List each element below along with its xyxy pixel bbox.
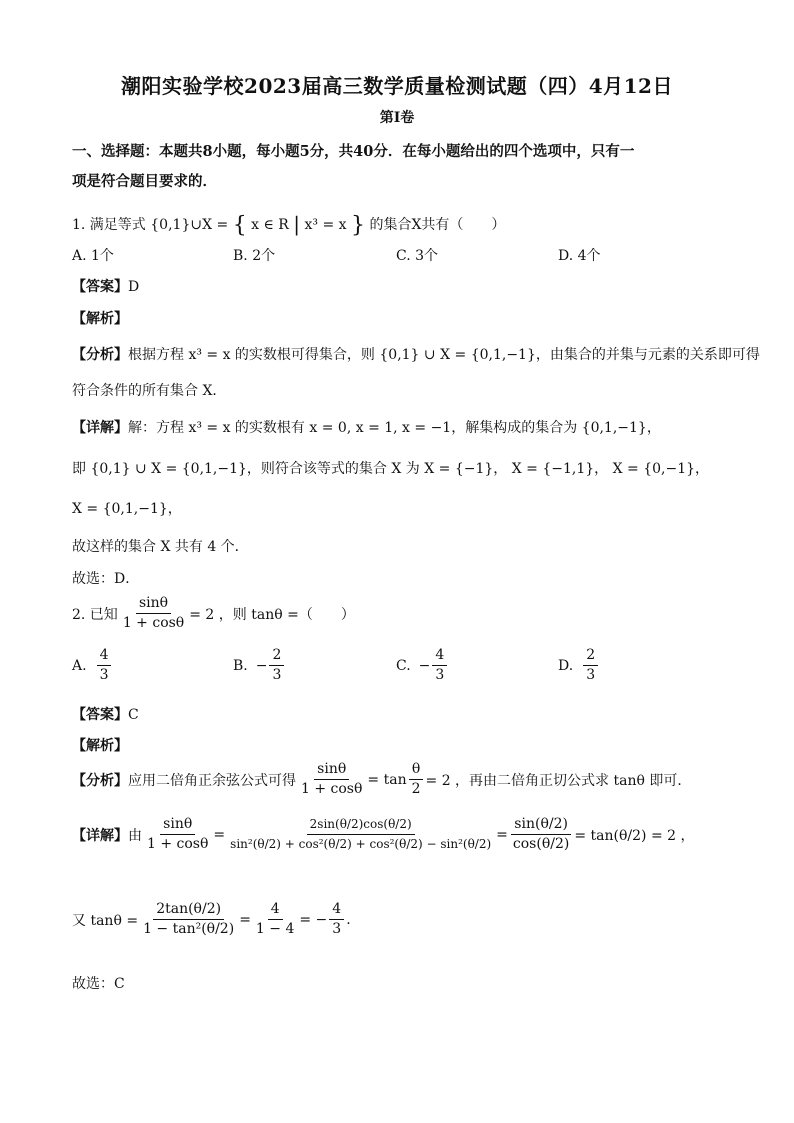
q2-option-c (396, 646, 449, 685)
q2-xiangjie-tag: 【详解】 (72, 827, 128, 844)
q2-xj-frac3 (510, 815, 572, 854)
q2-fenxi-num: sinθ (314, 760, 349, 780)
q2-fenxi-text1: 应用二倍角正余弦公式可得 (128, 772, 296, 789)
q2-choice: 故选：C (72, 976, 125, 992)
q1-answer-value: D (128, 279, 140, 295)
q2-xj-frac3-num: sin(θ/2) (511, 815, 571, 835)
q2-option-c-num: 4 (432, 646, 447, 666)
q2-xj2-frac1-num: 2tan(θ/2) (153, 900, 224, 920)
q1-xiangjie-line4: 故这样的集合 X 共有 4 个． (72, 539, 249, 555)
q2-option-b-label: B. (233, 657, 248, 674)
q1-set-bar: | (293, 212, 301, 236)
q2-answer (72, 704, 139, 724)
q2-eq: = 2 ，则 tanθ =（ ） (189, 606, 355, 623)
q1-option-c: C. 3个 (396, 248, 439, 264)
q2-option-a-fraction (97, 646, 112, 685)
q2-xj2-frac1-den: 1 − tan²(θ/2) (143, 921, 235, 937)
q1-xiangjie-tag: 【详解】 (72, 420, 128, 436)
q2-fenxi-den: 1 + cosθ (301, 781, 363, 797)
q2-xj2-frac2 (253, 900, 297, 939)
q2-option-a-label: A. (72, 657, 87, 674)
q2-option-b-num: 2 (269, 646, 284, 666)
q2-answer-tag: 【答案】 (72, 707, 128, 723)
q2-prefix: 2. 已知 (72, 606, 118, 623)
q1-option-a: A. 1个 (72, 248, 114, 264)
q2-xj2-end: . (346, 911, 351, 928)
q2-answer-value: C (128, 707, 139, 723)
q2-xj2-eq: = − (299, 911, 328, 928)
q1-set-left: {0,1}∪X = (150, 217, 229, 233)
q2-option-d-den: 3 (586, 667, 596, 683)
q2-xj-frac2 (227, 815, 494, 854)
q2-xj2-prefix: 又 tanθ = (72, 912, 139, 929)
q2-option-b (233, 646, 286, 685)
q2-option-c-den: 3 (435, 667, 445, 683)
q2-option-c-sign: − (418, 657, 431, 674)
q1-fenxi-line1 (72, 344, 760, 364)
q2-analysis-tag: 【解析】 (72, 738, 128, 754)
q2-given-fraction (120, 594, 187, 633)
q1-answer (72, 276, 139, 296)
section-heading-line2: 项是符合题目要求的． (72, 173, 217, 190)
q2-given-num: sinθ (136, 594, 171, 614)
q2-option-d-label: D. (558, 657, 574, 674)
q2-fenxi-text2: = 2 ，再由二倍角正切公式求 tanθ 即可． (425, 772, 692, 789)
q2-option-a-den: 3 (99, 667, 109, 683)
q2-fenxi-half-num: θ (409, 760, 423, 780)
q2-given-den: 1 + cosθ (122, 615, 185, 631)
q1-stem (72, 212, 505, 238)
q2-xj-frac2-num: 2sin(θ/2)cos(θ/2) (307, 815, 415, 835)
q1-analysis-tag: 【解析】 (72, 311, 128, 327)
q1-xiangjie-line1 (72, 417, 661, 437)
q2-option-a-num: 4 (97, 646, 112, 666)
q1-fenxi-line2: 符合条件的所有集合 X． (72, 383, 227, 399)
q1-fenxi-text1: 根据方程 x³ = x 的实数根可得集合，则 {0,1} ∪ X = {0,1,−1}，由集合的并集与元素的关系即可得 (128, 347, 760, 363)
q1-prefix: 1. 满足等式 (72, 217, 146, 233)
q2-xj-frac1 (144, 815, 211, 854)
q2-fenxi-half (409, 760, 424, 799)
q2-xiangjie-you: 由 (128, 827, 142, 844)
q1-xiangjie-text1: 解：方程 x³ = x 的实数根有 x = 0, x = 1, x = −1，解集构成的集合为 {0,1,−1}， (128, 420, 661, 436)
q1-set-var: x ∈ R (251, 217, 289, 233)
q2-option-c-label: C. (396, 657, 411, 674)
q2-fenxi-eq: = tan (367, 771, 407, 788)
q1-brace-open: { (232, 213, 247, 238)
q1-choice: 故选：D． (72, 571, 140, 587)
q2-option-b-fraction (269, 646, 284, 685)
q2-fenxi-half-den: 2 (411, 781, 421, 797)
q1-option-b: B. 2个 (233, 248, 276, 264)
q2-option-d-fraction (583, 646, 598, 685)
q1-option-d: D. 4个 (558, 248, 601, 264)
page-title: 潮阳实验学校2023届高三数学质量检测试题（四）4月12日 (121, 74, 673, 98)
q2-xj-tail: = tan(θ/2) = 2 ， (574, 827, 695, 844)
q1-set-cond: x³ = x (304, 217, 347, 233)
volume-label: 第Ⅰ卷 (379, 110, 415, 126)
q2-stem (72, 594, 355, 633)
q2-xj-frac1-den: 1 + cosθ (147, 836, 209, 852)
q2-option-d (558, 646, 600, 685)
q1-suffix: 的集合X共有（ ） (369, 217, 506, 233)
q2-xj2-frac2-den: 1 − 4 (255, 921, 295, 937)
q2-xj2-frac3-den: 3 (332, 921, 342, 937)
section-heading-line1: 一、选择题：本题共8小题，每小题5分，共40分．在每小题给出的四个选项中，只有一 (72, 143, 635, 160)
q2-xj2-frac3-num: 4 (329, 900, 344, 920)
q2-xj2-frac3 (329, 900, 344, 939)
q1-answer-tag: 【答案】 (72, 279, 128, 295)
q1-xiangjie-line2: 即 {0,1} ∪ X = {0,1,−1}，则符合该等式的集合 X 为 X = {−1}， X = {−1,1}， X = {0,−1}， (72, 461, 710, 477)
q2-option-c-fraction (432, 646, 447, 685)
q2-fenxi-tag: 【分析】 (72, 772, 128, 789)
q2-xj2-frac2-num: 4 (268, 900, 283, 920)
q1-fenxi-tag: 【分析】 (72, 347, 128, 363)
q1-brace-close: } (351, 213, 365, 238)
q2-xj-frac3-den: cos(θ/2) (512, 836, 570, 852)
q2-xj-frac1-num: sinθ (160, 815, 195, 835)
q2-fenxi-line (72, 760, 691, 799)
q2-fenxi-fraction (298, 760, 365, 799)
q2-option-d-num: 2 (583, 646, 598, 666)
q2-option-b-den: 3 (272, 667, 282, 683)
q2-xiangjie-line1: 【详解】 由 $\frac{\sin\theta}{1 + \cos\theta}$ = $\frac{2\sin(\theta/2)\cos(\theta/2)}{\text{sin²(θ/2) + cos²(θ/2) + cos²(θ/2) − sin²(θ/2)}}$ = $\frac{\sin(\theta/2)}{\cos(\theta/2)}$ = tan(θ/2) = 2 ， (72, 816, 695, 852)
q1-xiangjie-line3: X = {0,1,−1}， (72, 501, 182, 517)
q2-xiangjie-line2: 又 tanθ = $\frac{2\tan(\theta/2)}{\text{1 − tan²(θ/2)}}$ = $\frac{4}{1 - 4}$ = − $\frac{4}{3}$ . (72, 901, 351, 937)
q2-xj2-frac1 (140, 900, 237, 939)
q2-option-a (72, 646, 113, 685)
q2-option-b-sign: − (255, 657, 268, 674)
q2-xj-frac2-den: sin²(θ/2) + cos²(θ/2) + cos²(θ/2) − sin²(θ/2) (230, 837, 492, 851)
